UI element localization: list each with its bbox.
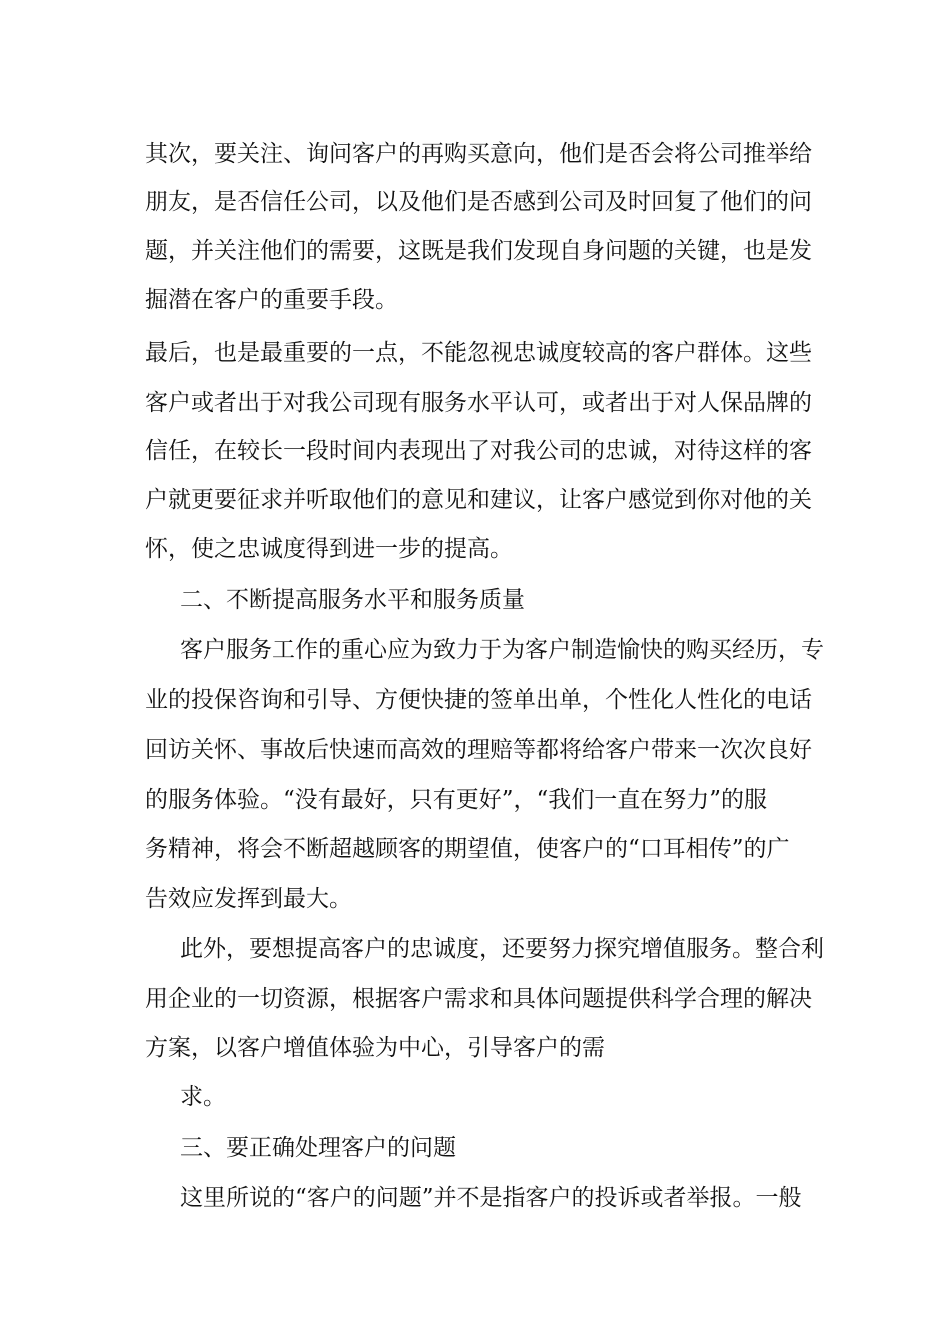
body-line: 用企业的一切资源，根据客户需求和具体问题提供科学合理的解决: [145, 986, 812, 1012]
body-line: 户就更要征求并听取他们的意见和建议，让客户感觉到你对他的关: [145, 487, 812, 513]
body-line: 这里所说的“客户的问题”并不是指客户的投诉或者举报。一般: [180, 1185, 802, 1211]
body-line: 其次，要关注、询问客户的再购买意向，他们是否会将公司推举给: [145, 141, 812, 167]
body-line: 客户或者出于对我公司现有服务水平认可，或者出于对人保品牌的: [145, 390, 812, 416]
body-line: 怀，使之忠诚度得到进一步的提高。: [145, 536, 513, 562]
body-line: 信任，在较长一段时间内表现出了对我公司的忠诚，对待这样的客: [145, 438, 812, 464]
body-line: 此外，要想提高客户的忠诚度，还要努力探究增值服务。整合利: [180, 936, 824, 962]
section-heading: 二、不断提高服务水平和服务质量: [180, 587, 525, 613]
body-line: 客户服务工作的重心应为致力于为客户制造愉快的购买经历，专: [180, 637, 824, 663]
body-line: 业的投保咨询和引导、方便快捷的签单出单，个性化人性化的电话: [145, 687, 812, 713]
body-line: 回访关怀、事故后快速而高效的理赔等都将给客户带来一次次良好: [145, 737, 812, 763]
body-line: 务精神，将会不断超越顾客的期望值，使客户的“口耳相传”的广: [145, 836, 790, 862]
body-line: 求。: [180, 1084, 226, 1110]
body-line: 最后，也是最重要的一点，不能忽视忠诚度较高的客户群体。这些: [145, 340, 812, 366]
body-line: 告效应发挥到最大。: [145, 886, 352, 912]
section-heading: 三、要正确处理客户的问题: [180, 1135, 456, 1161]
body-line: 朋友，是否信任公司，以及他们是否感到公司及时回复了他们的问: [145, 189, 812, 215]
body-line: 题，并关注他们的需要，这既是我们发现自身问题的关键，也是发: [145, 238, 812, 264]
body-line: 的服务体验。“没有最好，只有更好”，“我们一直在努力”的服: [145, 787, 768, 813]
body-line: 方案，以客户增值体验为中心，引导客户的需: [145, 1035, 605, 1061]
body-line: 掘潜在客户的重要手段。: [145, 287, 398, 313]
